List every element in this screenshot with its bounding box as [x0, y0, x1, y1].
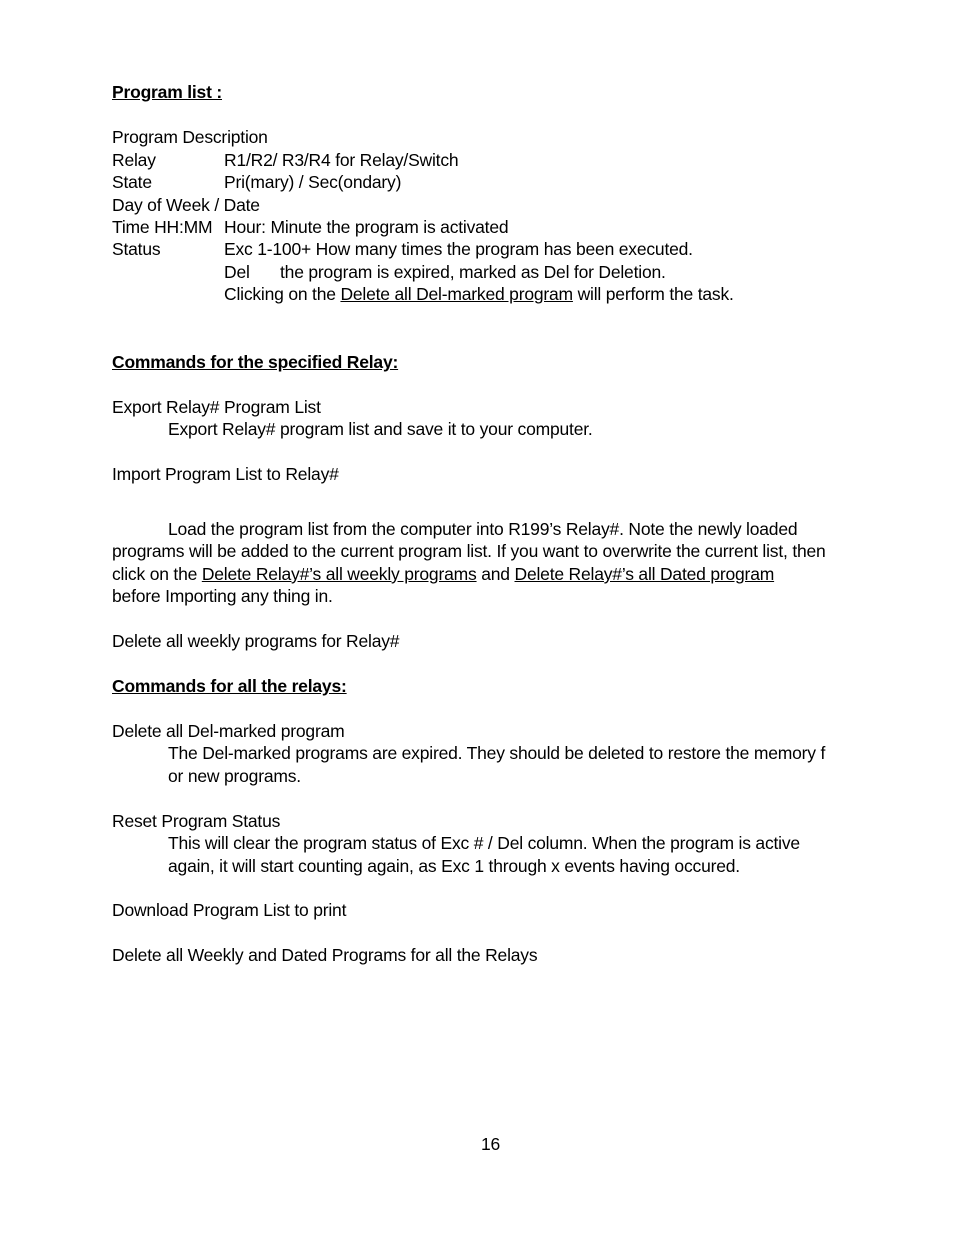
reset-desc-2: again, it will start counting again, as Exc 1 through x events having occured. [168, 856, 740, 876]
relay-commands-heading: Commands for the specified Relay: [112, 352, 399, 372]
row-relay-label: Relay [112, 150, 156, 170]
del-text: the program is expired, marked as Del for Deletion. [280, 262, 666, 282]
del-marked-desc-1: The Del-marked programs are expired. They should be deleted to restore the memory f [168, 743, 826, 763]
page-number: 16 [481, 1134, 501, 1154]
load-line-3 [112, 563, 774, 585]
load-line-1: Load the program list from the computer into R199’s Relay#. Note the newly loaded [168, 519, 798, 539]
program-description-title: Program Description [112, 127, 268, 147]
row-time-text: Hour: Minute the program is activated [224, 217, 509, 237]
del-marked-title: Delete all Del-marked program [112, 721, 345, 741]
row-time-label: Time HH:MM [112, 217, 213, 237]
del-marked-desc-2: or new programs. [168, 766, 301, 786]
import-title: Import Program List to Relay# [112, 464, 339, 484]
all-commands-heading: Commands for all the relays: [112, 676, 347, 696]
delete-weekly-title: Delete all weekly programs for Relay# [112, 631, 400, 651]
export-title: Export Relay# Program List [112, 397, 321, 417]
load-line-4: before Importing any thing in. [112, 586, 333, 606]
row-status-text: Exc 1-100+ How many times the program has been executed. [224, 239, 693, 259]
delete-all-title: Delete all Weekly and Dated Programs for all the Relays [112, 945, 538, 965]
row-state-label: State [112, 172, 152, 192]
click-post: will perform the task. [572, 284, 734, 304]
delete-del-marked-link[interactable]: Delete all Del-marked program [340, 284, 573, 304]
load-line-3-mid: and [476, 564, 515, 584]
row-state-text: Pri(mary) / Sec(ondary) [224, 172, 402, 192]
delete-weekly-programs-link[interactable]: Delete Relay#’s all weekly programs [201, 564, 477, 584]
row-relay-text: R1/R2/ R3/R4 for Relay/Switch [224, 150, 459, 170]
row-status-label: Status [112, 239, 161, 259]
click-instruction [224, 283, 734, 305]
reset-title: Reset Program Status [112, 811, 281, 831]
load-line-2: programs will be added to the current program list. If you want to overwrite the current list, then [112, 541, 826, 561]
load-line-3-pre: click on the [112, 564, 202, 584]
reset-desc-1: This will clear the program status of Exc # / Del column. When the program is active [168, 833, 800, 853]
delete-dated-program-link[interactable]: Delete Relay#’s all Dated program [514, 564, 775, 584]
click-pre: Clicking on the [224, 284, 341, 304]
program-list-heading: Program list : [112, 82, 223, 102]
download-title: Download Program List to print [112, 900, 347, 920]
export-desc: Export Relay# program list and save it to your computer. [168, 419, 593, 439]
del-label: Del [224, 262, 250, 282]
row-day-label: Day of Week / Date [112, 195, 260, 215]
